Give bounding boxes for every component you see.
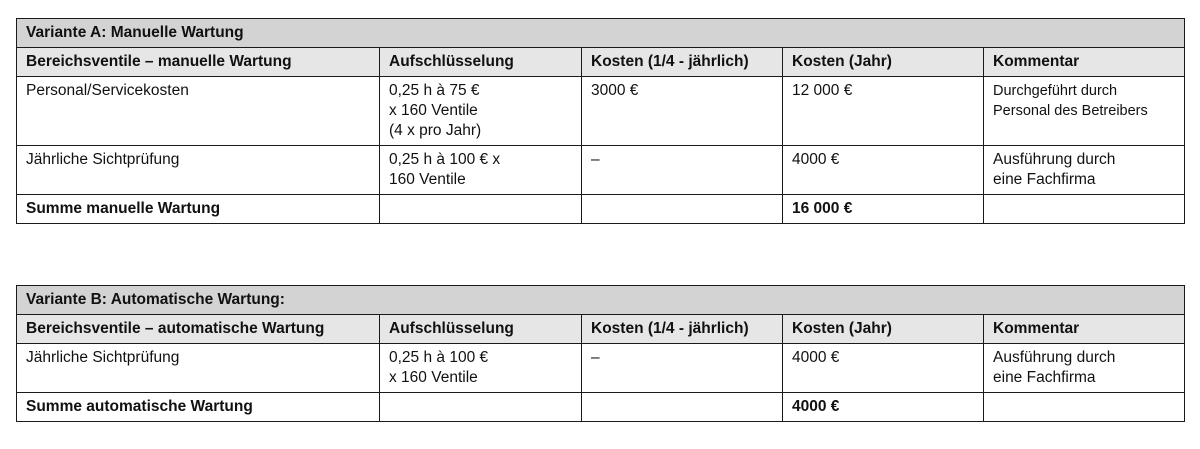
cell-comment bbox=[984, 146, 1185, 195]
sum-yearly: 4000 € bbox=[783, 393, 984, 422]
cell-quarterly: – bbox=[582, 344, 783, 393]
sum-row bbox=[17, 393, 1185, 422]
sum-empty-cell bbox=[582, 393, 783, 422]
header-quarterly: Kosten (1/4 - jährlich) bbox=[582, 48, 783, 77]
sum-yearly: 16 000 € bbox=[783, 195, 984, 224]
sum-empty-cell bbox=[984, 195, 1185, 224]
header-item: Bereichsventile – automatische Wartung bbox=[17, 315, 380, 344]
table-row bbox=[17, 344, 1185, 393]
cell-yearly: 4000 € bbox=[783, 146, 984, 195]
header-yearly: Kosten (Jahr) bbox=[783, 48, 984, 77]
sum-label: Summe automatische Wartung bbox=[17, 393, 380, 422]
table-row bbox=[17, 146, 1185, 195]
table-title: Variante B: Automatische Wartung: bbox=[17, 286, 1185, 315]
cell-quarterly: – bbox=[582, 146, 783, 195]
comment-line: eine Fachfirma bbox=[993, 171, 1096, 188]
header-breakdown: Aufschlüsselung bbox=[380, 48, 582, 77]
cell-breakdown bbox=[380, 77, 582, 146]
comment-line: eine Fachfirma bbox=[993, 369, 1096, 386]
table-title-row bbox=[17, 19, 1185, 48]
table-header-row bbox=[17, 315, 1185, 344]
sum-empty-cell bbox=[582, 195, 783, 224]
cell-breakdown bbox=[380, 146, 582, 195]
sum-label: Summe manuelle Wartung bbox=[17, 195, 380, 224]
header-yearly: Kosten (Jahr) bbox=[783, 315, 984, 344]
cell-comment bbox=[984, 77, 1185, 146]
breakdown-line: 0,25 h à 100 € bbox=[389, 349, 489, 366]
cell-comment bbox=[984, 344, 1185, 393]
comment-line: Durchgeführt durch bbox=[993, 83, 1118, 99]
sum-empty-cell bbox=[380, 195, 582, 224]
table-header-row bbox=[17, 48, 1185, 77]
comment-line: Ausführung durch bbox=[993, 151, 1116, 168]
cell-item: Jährliche Sichtprüfung bbox=[17, 146, 380, 195]
breakdown-line: 0,25 h à 75 € bbox=[389, 82, 480, 99]
header-comment: Kommentar bbox=[984, 48, 1185, 77]
cell-yearly: 4000 € bbox=[783, 344, 984, 393]
sum-empty-cell bbox=[380, 393, 582, 422]
header-comment: Kommentar bbox=[984, 315, 1185, 344]
header-item: Bereichsventile – manuelle Wartung bbox=[17, 48, 380, 77]
cell-breakdown bbox=[380, 344, 582, 393]
table-variante-a bbox=[16, 18, 1185, 224]
breakdown-line: (4 x pro Jahr) bbox=[389, 122, 482, 139]
comment-line: Ausführung durch bbox=[993, 349, 1116, 366]
breakdown-line: x 160 Ventile bbox=[389, 369, 478, 386]
sum-empty-cell bbox=[984, 393, 1185, 422]
cell-quarterly: 3000 € bbox=[582, 77, 783, 146]
table-row bbox=[17, 77, 1185, 146]
comment-line: Personal des Betreibers bbox=[993, 103, 1148, 119]
breakdown-line: 0,25 h à 100 € x bbox=[389, 151, 501, 168]
sum-row bbox=[17, 195, 1185, 224]
table-variante-b bbox=[16, 285, 1185, 422]
breakdown-line: 160 Ventile bbox=[389, 171, 466, 188]
table-title-row bbox=[17, 286, 1185, 315]
header-breakdown: Aufschlüsselung bbox=[380, 315, 582, 344]
cell-item: Jährliche Sichtprüfung bbox=[17, 344, 380, 393]
table-title: Variante A: Manuelle Wartung bbox=[17, 19, 1185, 48]
header-quarterly: Kosten (1/4 - jährlich) bbox=[582, 315, 783, 344]
breakdown-line: x 160 Ventile bbox=[389, 102, 478, 119]
cell-yearly: 12 000 € bbox=[783, 77, 984, 146]
cell-item: Personal/Servicekosten bbox=[17, 77, 380, 146]
